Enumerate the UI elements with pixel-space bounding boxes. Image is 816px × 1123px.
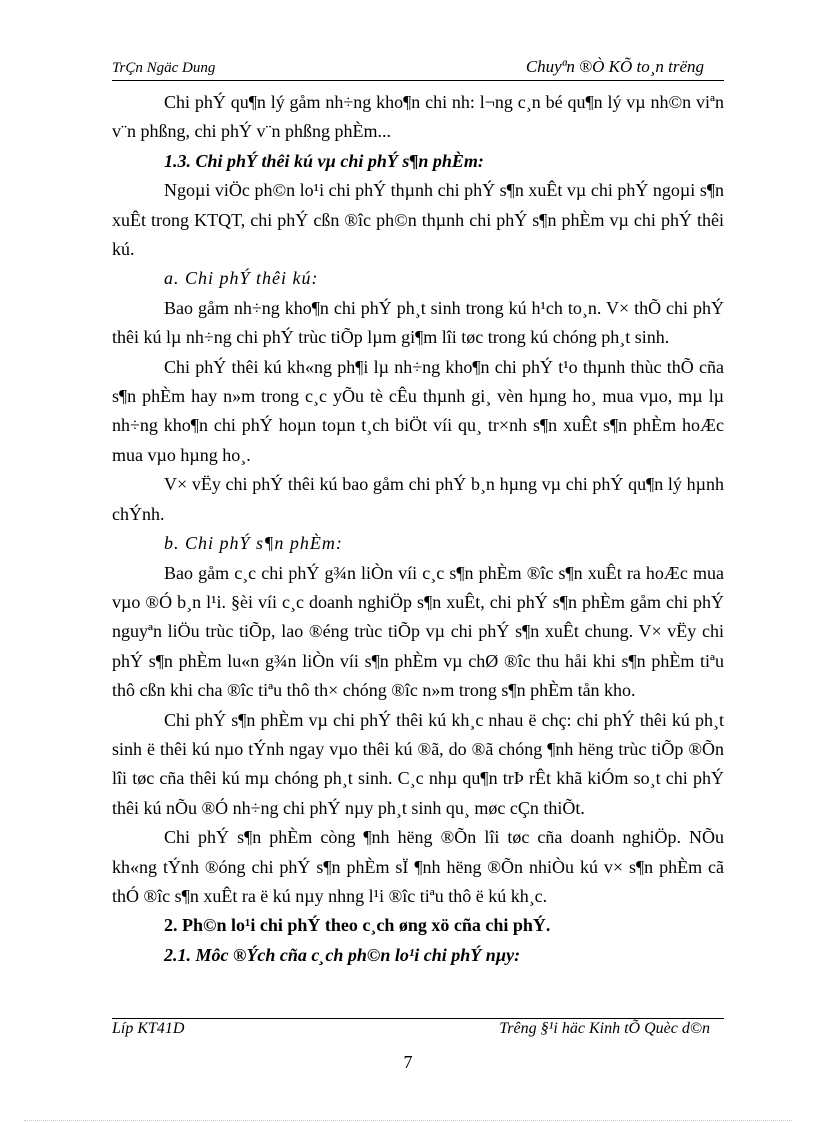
footer-class: Líp KT41D xyxy=(112,1020,185,1037)
paragraph: Chi phÝ thêi kú kh«ng ph¶i lµ nh÷ng kho¶n chi phÝ t¹o thµnh thùc thÕ cña s¶n phÈm hay n»m trong c¸c yÕu tè cÊu thµnh gi¸ vèn hµng ho¸ mua vµo, mµ lµ nh÷ng kho¶n chi phÝ hoµn toµn t¸ch biÖt víi qu¸ tr×nh s¶n xuÊt s¶n phÈm hoÆc mua vµo hµng ho¸. xyxy=(112,356,724,465)
paragraph: Ngoµi viÖc ph©n lo¹i chi phÝ thµnh chi phÝ s¶n xuÊt vµ chi phÝ ngoµi s¶n xuÊt trong KTQT, chi phÝ cßn ®îc ph©n thµnh chi phÝ s¶n phÈm vµ chi phÝ thêi kú. xyxy=(112,180,724,260)
footer-school: Trêng §¹i häc Kinh tÕ Quèc d©n xyxy=(499,1020,710,1037)
header-title: Chuyªn ®Ò KÕ to¸n trëng xyxy=(525,57,704,76)
header-author: TrÇn Ngäc Dung xyxy=(112,60,216,76)
paragraph: Chi phÝ s¶n phÈm còng ¶nh hëng ®Õn lîi tøc cña doanh nghiÖp. NÕu kh«ng tÝnh ®óng chi phÝ s¶n phÈm sÏ ¶nh hëng ®Õn nhiÒu kú v× s¶n phÈm cã thÓ ®îc s¶n xuÊt ra ë kú nµy nhng l¹i ®îc tiªu thô ë kú kh¸c. xyxy=(112,827,724,906)
paragraph: Chi phÝ qu¶n lý gåm nh÷ng kho¶n chi nh: l¬ng c¸n bé qu¶n lý vµ nh©n viªn v¨n phßng, chi phÝ v¨n phßng phÈm... xyxy=(112,92,724,142)
page-body xyxy=(112,88,724,970)
paragraph: Bao gåm c¸c chi phÝ g¾n liÒn víi c¸c s¶n phÈm ®îc s¶n xuÊt ra hoÆc mua vµo ®Ó b¸n l¹i. §èi víi c¸c doanh nghiÖp s¶n xuÊt, chi phÝ s¶n phÈm gåm chi phÝ nguyªn liÖu trùc tiÕp, lao ®éng trùc tiÕp vµ chi phÝ s¶n xuÊt chung. V× vËy chi phÝ s¶n phÈm lu«n g¾n liÒn víi s¶n phÈm vµ chØ ®îc thu håi khi s¶n phÈm tiªu thô cßn khi cha ®îc tiªu thô th× chóng ®îc n»m trong s¶n phÈm tån kho. xyxy=(112,562,724,701)
subsection-heading: b. Chi phÝ s¶n phÈm: xyxy=(164,533,343,554)
page-header xyxy=(112,57,724,79)
paragraph: V× vËy chi phÝ thêi kú bao gåm chi phÝ b¸n hµng vµ chi phÝ qu¶n lý hµnh chÝnh. xyxy=(112,474,724,524)
footer-divider xyxy=(112,1018,724,1019)
section-heading: 1.3. Chi phÝ thêi kú vµ chi phÝ s¶n phÈm: xyxy=(164,150,484,171)
section-heading: 2. Ph©n lo¹i chi phÝ theo c¸ch øng xö cña chi phÝ. xyxy=(164,915,551,936)
page-footer xyxy=(112,1020,724,1042)
subsection-heading: a. Chi phÝ thêi kú: xyxy=(164,268,319,289)
paragraph: Chi phÝ s¶n phÈm vµ chi phÝ thêi kú kh¸c nhau ë chç: chi phÝ thêi kú ph¸t sinh ë thêi kú nµo tÝnh ngay vµo thêi kú ®ã, do ®ã chóng ¶nh hëng trùc tiÕp ®Õn lîi tøc cña thêi kú mµ chóng ph¸t sinh. C¸c nhµ qu¶n trÞ rÊt khã kiÓm so¸t chi phÝ thêi kú nÕu ®Ó nh÷ng chi phÝ nµy ph¸t sinh qu¸ møc cÇn thiÕt. xyxy=(112,709,724,818)
page-edge-line xyxy=(24,1120,792,1121)
header-divider xyxy=(112,80,724,81)
section-heading: 2.1. Môc ®Ých cña c¸ch ph©n lo¹i chi phÝ nµy: xyxy=(164,944,521,965)
paragraph: Bao gåm nh÷ng kho¶n chi phÝ ph¸t sinh trong kú h¹ch to¸n. V× thÕ chi phÝ thêi kú lµ nh÷ng chi phÝ trùc tiÕp lµm gi¶m lîi tøc trong kú chóng ph¸t sinh. xyxy=(112,297,724,348)
page-number: 7 xyxy=(403,1052,413,1072)
